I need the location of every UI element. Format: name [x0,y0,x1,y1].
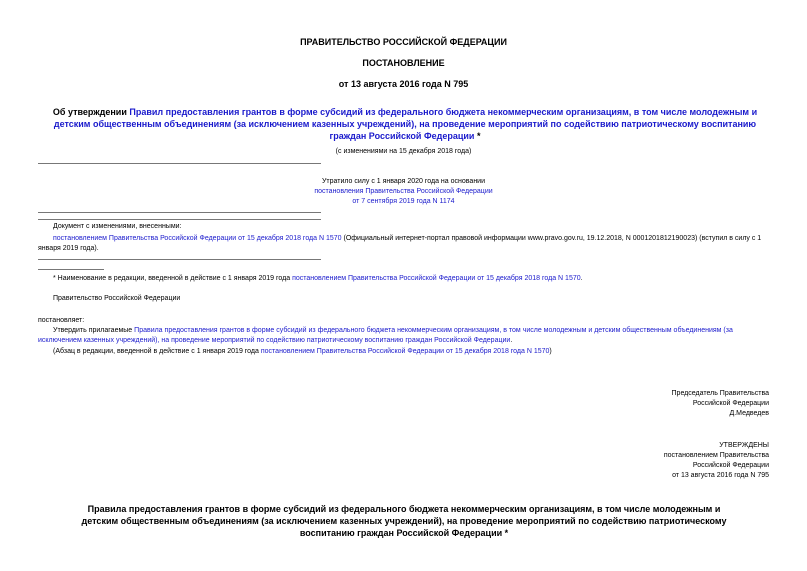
title-suffix: * [474,131,481,141]
changes-decree-link[interactable]: постановлением Правительства Российской Федерации от 15 декабря 2018 года N 1570 [53,235,342,242]
divider [38,219,321,220]
approval-paragraph [38,326,768,346]
divider [38,163,321,164]
revision-decree-link[interactable]: постановлением Правительства Российской Федерации от 15 декабря 2018 года N 1570 [260,348,550,355]
signature-name: Д.Медведев [729,410,769,417]
title-prefix: Об утверждении [52,107,130,117]
approved-by: постановлением Правительства [663,452,769,459]
footnote-decree-link[interactable]: постановлением Правительства Российской Федерации от 15 декабря 2018 года N 1570 [292,275,581,282]
approved-country: Российской Федерации [692,462,769,469]
footnote-suffix: . [580,275,583,282]
expiry-text: Утратило силу с 1 января 2020 года на основании [321,178,486,185]
signature-position: Председатель Правительства [671,390,769,397]
footnote-divider [38,269,104,270]
revision-suffix: ) [549,348,552,355]
approval-rules-link[interactable]: Правила предоставления грантов в форме субсидий из федерального бюджета некоммерческим организациям, в том числе молодежным и детским общественным объединениям (за исключением казенных учреждений), на проведение мероприятий по содействию патриотическому воспитанию граждан Российской Федерации [38,327,733,344]
revision-prefix: (Абзац в редакции, введенной в действие с 1 января 2019 года [53,348,261,355]
changes-label: Документ с изменениями, внесенными: [53,223,182,230]
rules-title: Правила предоставления грантов в форме субсидий из федерального бюджета некоммерческим организациям, в том числе молодежным и детским общественным объединениям (за исключением казенных учреждений), на проведение мероприятий по содействию патриотическому воспитанию граждан Российской Федерации * [81,504,727,538]
approval-prefix: Утвердить прилагаемые [53,327,135,334]
signature-country: Российской Федерации [692,400,769,407]
changes-source-text: (Официальный интернет-портал правовой информации www.pravo.gov.ru, 19.12.2018, N 0001201812190023) (вступил в силу с 1 января 2019 года). [38,235,762,252]
divider [38,212,321,213]
expiry-decree-link[interactable]: постановления Правительства Российской Федерации [314,188,493,195]
document-title [44,106,766,142]
paragraph-revision-note [53,347,552,357]
expiry-decree-date-link[interactable]: от 7 сентября 2019 года N 1174 [352,198,455,205]
approval-suffix: . [510,337,513,344]
document-date-number: от 13 августа 2016 года N 795 [338,79,469,89]
approved-block [664,441,769,481]
changes-entry [38,234,768,254]
government-heading: ПРАВИТЕЛЬСТВО РОССИЙСКОЙ ФЕДЕРАЦИИ [300,37,507,47]
divider [38,259,321,260]
amendments-note: (с изменениями на 15 декабря 2018 года) [335,148,472,155]
body-government: Правительство Российской Федерации [53,295,181,302]
approved-date: от 13 августа 2016 года N 795 [672,472,769,479]
document-type: ПОСТАНОВЛЕНИЕ [362,58,445,68]
signature-block [672,389,769,419]
footnote-prefix: * Наименование в редакции, введенной в действие с 1 января 2019 года [53,275,293,282]
title-rules-link[interactable]: Правил предоставления грантов в форме субсидий из федерального бюджета некоммерческим организациям, в том числе молодежным и детским общественным объединениям (за исключением казенных учреждений), на проведение мероприятий по содействию патриотическому воспитанию граждан Российской Федерации [53,107,758,141]
expiry-notice [0,177,807,207]
approved-heading: УТВЕРЖДЕНЫ [719,442,769,449]
footnote [53,274,583,284]
body-decides: постановляет: [38,317,85,324]
